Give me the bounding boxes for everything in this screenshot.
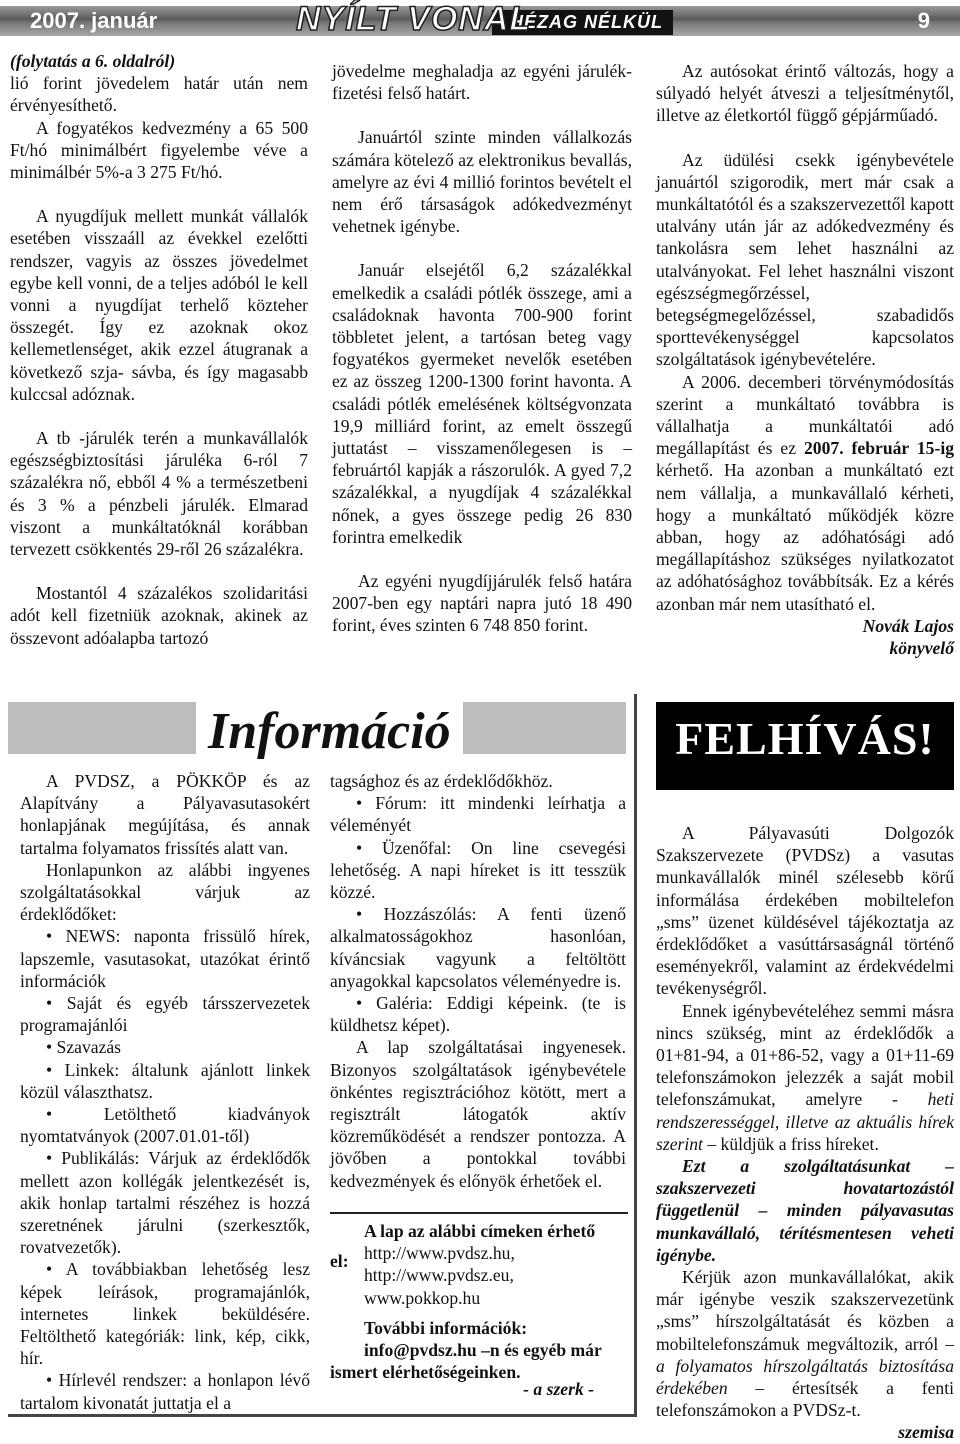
paragraph: A tb -járulék terén a munkavállalók egészségbiztosítási járuléka 6-ról 7 százalékra nő, ebből 4 % a természetbeni és 3 % a pénzbeli járulék. Elmarad viszont a munkáltatóknál korábban tervezett csökkentés 29-ről 26 százalékra.: [10, 428, 308, 560]
list-item: • Hírlevél rendszer: a honlapon lévő tartalom kivonatát juttatja el a: [20, 1370, 310, 1413]
continuation-note: (folytatás a 6. oldalról): [10, 51, 176, 71]
paragraph: Mostantól 4 százalékos szolidaritási adót kell fizetniük azoknak, akinek az összevont adóalapba tartozó: [10, 583, 308, 648]
author-name: Novák Lajos: [862, 615, 954, 636]
paragraph: Az autósokat érintő változás, hogy a súlyadó helyét átveszi a teljesítménytől, illetve az életkortól függő gépjárműadó.: [656, 61, 954, 126]
paragraph: A lap szolgáltatásai ingyenesek. Bizonyos szolgáltatások igénybevétele önkéntes regisztrációhoz kötött, mert a regisztrált látogatók aktív közreműködését a rendszer pontozza. A jövőben a pontokkal további kedvezmények és előnyök érhetőek el.: [330, 1037, 626, 1191]
masthead-title: NYÍLT VONAL: [296, 0, 532, 38]
article-column-3: [656, 60, 954, 659]
paragraph: A nyugdíjuk mellett munkát vállalók esetében visszaáll az évekkel ezelőtti rendszer, vagyis az összes jövedelmet egybe kell vonni, de a teljes adóból le kell vonni a nyugdíjat terhelő közteher összegét. Így ez azoknak okoz kellemetlenséget, akik ezzel átugranak a következő szja- sávba, és így magasabb kulccsal adóznak.: [10, 206, 308, 404]
paragraph: lió forint jövedelem határ után nem érvényesíthető.: [10, 73, 308, 116]
list-item: • Galéria: Eddigi képeink. (te is küldhetsz képet).: [330, 993, 626, 1036]
list-item: • Linkek: általunk ajánlott linkek közül választhatsz.: [20, 1059, 310, 1102]
url-link[interactable]: www.pokkop.hu: [364, 1287, 481, 1308]
list-item: • Letölthető kiadványok nyomtatványok (2007.01.01-től): [20, 1104, 310, 1147]
list-item: • Fórum: itt mindenki leírhatja a véleményét: [330, 793, 626, 836]
paragraph: tagsághoz és az érdeklődőkhöz.: [330, 771, 553, 791]
paragraph: Ennek igénybevételéhez semmi másra nincs szükség, mint az érdeklődők a 01+81-94, a 01+86-52, vagy a 01+11-69 telefonszámokon jelezzék a saját mobil telefonszámukat, amelyre - heti rendszerességgel, illetve az aktuális hírek szerint – küldjük a friss híreket.: [656, 1000, 954, 1154]
more-info-title: További információk:: [364, 1317, 528, 1338]
url-link[interactable]: http://www.pvdsz.hu,: [364, 1243, 515, 1264]
paragraph: Az üdülési csekk igénybevétele januártól szigorodik, mert már csak a munkáltatótól és a szakszervezettől kapott utalvány után jár az adókedvezmény és tankolásra sem lehet használni az utalványokat. Fel lehet használni viszont egészségmegőrzéssel, betegségmegelőzéssel, szabadidős sporttevékenységgel kapcsolatos szolgáltatások igénybevételére.: [656, 149, 954, 370]
paragraph: A PVDSZ, a PÖKKÖP és az Alapítvány a Pályavasutasokért honlapjának megújítása, és annak tartalma folyamatos frissítés alatt van.: [20, 771, 310, 858]
editor-signature: - a szerk -: [523, 1379, 594, 1399]
list-item: • Szavazás: [46, 1037, 122, 1058]
address-intro: A lap az alábbi címeken érhető: [364, 1221, 596, 1241]
list-item: • Publikálás: Várjuk az érdeklődők mellett azon kollégák jelentkezését is, akik honlap tartalmi részéhez is hozzá szeretnének járulni (szerkesztők, rovatvezetők).: [20, 1148, 310, 1258]
paragraph: jövedelme meghaladja az egyéni járulék-fizetési felső határt.: [332, 61, 632, 104]
address-el: el:: [330, 1251, 349, 1271]
felhivas-title: FELHÍVÁS!: [675, 713, 935, 764]
paragraph: Honlapunkon az alábbi ingyenes szolgáltatásokkal várjuk az érdeklődőket:: [20, 859, 310, 925]
article-column-2: [332, 60, 632, 637]
paragraph: A 2006. decemberi törvénymódosítás szerint a munkáltató továbbra is vállalhatja a munkáltatói adó megállapítást és ez 2007. február 15-ig kérhető. Ha azonban a munkáltató ezt nem vállalja, a munkavállaló kérheti, hogy a munkáltató működjék közre abban, hogy az adóhatósági adó megállapításhoz szükséges nyilatkozatot az adóhatósághoz továbbítsák. Ez a kérés azonban már nem utasítható el.: [656, 371, 954, 614]
info-column-2: [330, 770, 626, 1192]
felhivas-column: [656, 822, 954, 1444]
paragraph: Kérjük azon munkavállalókat, akik már igénybe veszik szakszervezetünk „sms” hírszolgáltatását és közben a mobiltelefonszámuk megváltozik, arról – a folyamatos hírszolgáltatás biztosítása érdekében – értesítsék a fenti telefonszámokon a PVDSz-t.: [656, 1267, 954, 1421]
address-block: [330, 1212, 628, 1399]
more-info-line: info@pvdsz.hu –n és egyéb már: [364, 1340, 602, 1361]
paragraph: A Pályavasúti Dolgozók Szakszervezete (PVDSz) a vasutas munkavállalók minél szélesebb körű informálása érdekében mobiltelefon „sms” üzenet küldésével tájékoztatja az érdeklődőket a vasúttársaságnál történő eseményekről, valamint az érdekvédelmi tevékenységről.: [656, 823, 954, 999]
url-link[interactable]: http://www.pvdsz.eu,: [364, 1265, 514, 1286]
felhivas-signature: szemisa: [898, 1422, 954, 1443]
info-title: Információ: [196, 702, 463, 762]
paragraph: Január elsejétől 6,2 százalékkal emelkedik a családi pótlék összege, ami a családoknak havonta 700-900 forint többletet jelent, a tartósan beteg vagy fogyatékos gyermeket nevelők esetében ez az összeg 1200-1300 forint havonta. A családi pótlék emelésének költségvonzata 19,9 milliárd forint, az emelt összegű juttatást – visszamenőlegesen is – februártól kapják a rászorulók. A gyed 7,2 százalékkal, a nyugdíjak 4 százalékkal nőnek, a gyes összege pedig 26 830 forintra emelkedik: [332, 260, 632, 547]
list-item: • Üzenőfal: On line csevegési lehetőség. A napi híreket is itt tesszük közzé.: [330, 837, 626, 903]
paragraph: A fogyatékos kedvezmény a 65 500 Ft/hó minimálbért figyelembe véve a minimálbér 5%-a 3 275 Ft/hó.: [10, 117, 308, 183]
list-item: • Saját és egyéb társszervezetek programajánlói: [20, 993, 310, 1036]
list-item: • Hozzászólás: A fenti üzenő alkalmatosságokhoz hasonlóan, kíváncsiak vagyunk a feltöltött anyagokkal kapcsolatos véleményedre is.: [330, 904, 626, 991]
paragraph: Ezt a szolgáltatásunkat – szakszervezeti hovatartozástól függetlenül – minden pályavasutas munkavállaló, térítésmentesen veheti igénybe.: [656, 1156, 954, 1265]
masthead-subtitle: HÉZAG NÉLKÜL: [492, 10, 673, 35]
masthead-logo: [296, 2, 692, 42]
issue-date: 2007. január: [30, 8, 158, 33]
paragraph: Az egyéni nyugdíjjárulék felső határa 2007-ben egy naptári napra jutó 18 490 forint, éves szinten 6 748 850 forint.: [332, 571, 632, 636]
author-title: könyvelő: [889, 638, 954, 659]
more-info-line: ismert elérhetőségeinken.: [330, 1362, 521, 1383]
list-item: • A továbbiakban lehetőség lesz képek leírások, programajánlók, internetes linkek beküldésére. Feltölthető kategóriák: link, kép, cikk, hír.: [20, 1259, 310, 1369]
list-item: • NEWS: naponta frissülő hírek, lapszemle, vasutasokat, utazókat érintő információk: [20, 926, 310, 991]
page-number: 9: [917, 8, 930, 33]
info-column-1: [20, 770, 310, 1414]
article-column-1: [10, 50, 308, 649]
paragraph: Januártól szinte minden vállalkozás számára kötelező az elektronikus bevallás, amelyre az évi 4 millió forintos bevételt el nem érő társaságok adókedvezményt vehetnek igénybe.: [332, 127, 632, 237]
page-header: [0, 0, 960, 44]
